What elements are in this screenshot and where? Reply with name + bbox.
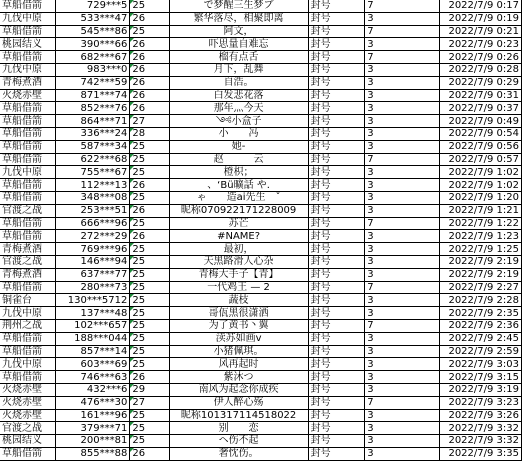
account-cell[interactable]: 130***5712: [56, 294, 130, 307]
nickname-cell[interactable]: 苏芒: [169, 217, 308, 230]
datetime-cell[interactable]: 2022/7/9 2:45: [439, 332, 522, 345]
table-row: [0, 268, 522, 281]
account-cell[interactable]: 112***13: [56, 179, 130, 192]
server-cell[interactable]: 官渡之战: [0, 422, 56, 435]
nickname-cell[interactable]: 南风为起念你成疾: [169, 383, 308, 396]
datetime-cell[interactable]: 2022/7/9 0:21: [439, 25, 522, 38]
table-row: [0, 319, 522, 332]
table-row: [0, 422, 522, 435]
datetime-cell[interactable]: 2022/7/9 0:17: [439, 0, 522, 12]
status-cell[interactable]: 封号: [308, 0, 365, 12]
status-cell[interactable]: 封号: [308, 358, 365, 371]
server-cell[interactable]: 草船借箭: [0, 153, 56, 166]
status-cell[interactable]: 封号: [308, 255, 365, 268]
status-cell[interactable]: 封号: [308, 371, 365, 384]
level-cell[interactable]: 27: [130, 115, 169, 128]
datetime-cell[interactable]: 2022/7/9 1:25: [439, 243, 522, 256]
datetime-cell[interactable]: 2022/7/9 3:35: [439, 447, 522, 460]
server-cell[interactable]: 青梅煮酒: [0, 76, 56, 89]
server-cell[interactable]: 草船借箭: [0, 447, 56, 460]
server-cell[interactable]: 草船借箭: [0, 179, 56, 192]
days-cell[interactable]: 7: [365, 25, 439, 38]
table-row: [0, 25, 522, 38]
account-cell[interactable]: 682***67: [56, 51, 130, 64]
level-cell[interactable]: 25: [130, 140, 169, 153]
status-cell[interactable]: 封号: [308, 332, 365, 345]
status-cell[interactable]: 封号: [308, 102, 365, 115]
table-row: [0, 447, 522, 460]
table-row: [0, 294, 522, 307]
datetime-cell[interactable]: 2022/7/9 3:26: [439, 409, 522, 422]
status-cell[interactable]: 封号: [308, 191, 365, 204]
nickname-cell[interactable]: 风再起时: [169, 358, 308, 371]
table-row: [0, 371, 522, 384]
account-cell[interactable]: 545***86: [56, 25, 130, 38]
server-cell[interactable]: 草船借箭: [0, 0, 56, 12]
status-cell[interactable]: 封号: [308, 204, 365, 217]
nickname-cell[interactable]: 阿文，: [169, 25, 308, 38]
level-cell[interactable]: 26: [130, 51, 169, 64]
datetime-cell[interactable]: 2022/7/9 1:23: [439, 230, 522, 243]
level-cell[interactable]: 26: [130, 447, 169, 460]
nickname-cell[interactable]: 哥佤黑很潇洒: [169, 307, 308, 320]
table-row: [0, 396, 522, 409]
datetime-cell[interactable]: 2022/7/9 2:19: [439, 268, 522, 281]
status-cell[interactable]: 封号: [308, 383, 365, 396]
days-cell[interactable]: 3: [365, 63, 439, 76]
table-row: [0, 179, 522, 192]
server-cell[interactable]: 火烧赤壁: [0, 409, 56, 422]
level-cell[interactable]: 25: [130, 307, 169, 320]
status-cell[interactable]: 封号: [308, 319, 365, 332]
datetime-cell[interactable]: 2022/7/9 0:31: [439, 89, 522, 102]
days-cell[interactable]: 3: [365, 383, 439, 396]
nickname-cell[interactable]: 吓思量自难忘: [169, 38, 308, 51]
level-cell[interactable]: 25: [130, 281, 169, 294]
server-cell[interactable]: 草船借箭: [0, 371, 56, 384]
server-cell[interactable]: 九伐中原: [0, 358, 56, 371]
table-row: [0, 383, 522, 396]
datetime-cell[interactable]: 2022/7/9 2:27: [439, 281, 522, 294]
days-cell[interactable]: 7: [365, 217, 439, 230]
server-cell[interactable]: 青梅煮酒: [0, 268, 56, 281]
days-cell[interactable]: 3: [365, 358, 439, 371]
status-cell[interactable]: 封号: [308, 89, 365, 102]
nickname-cell[interactable]: 那年灬今天: [169, 102, 308, 115]
status-cell[interactable]: 封号: [308, 217, 365, 230]
nickname-cell[interactable]: 赵 云: [169, 153, 308, 166]
nickname-cell[interactable]: #NAME?: [169, 230, 308, 243]
table-row: [0, 102, 522, 115]
table-row: [0, 51, 522, 64]
table-row: [0, 115, 522, 128]
status-cell[interactable]: 封号: [308, 409, 365, 422]
server-cell[interactable]: 九伐中原: [0, 307, 56, 320]
account-cell[interactable]: 200***81: [56, 435, 130, 448]
nickname-cell[interactable]: 一代鸡王 — 2: [169, 281, 308, 294]
days-cell[interactable]: 3: [365, 38, 439, 51]
account-cell[interactable]: 280***73: [56, 281, 130, 294]
datetime-cell[interactable]: 2022/7/9 0:54: [439, 127, 522, 140]
datetime-cell[interactable]: 2022/7/9 1:02: [439, 166, 522, 179]
datetime-cell[interactable]: 2022/7/9 1:02: [439, 179, 522, 192]
server-cell[interactable]: 草船借箭: [0, 332, 56, 345]
server-cell[interactable]: 草船借箭: [0, 25, 56, 38]
account-cell[interactable]: 746***63: [56, 371, 130, 384]
table-row: [0, 12, 522, 25]
datetime-cell[interactable]: 2022/7/9 0:49: [439, 115, 522, 128]
account-cell[interactable]: 379***71: [56, 422, 130, 435]
table-row: [0, 76, 522, 89]
days-cell[interactable]: 3: [365, 294, 439, 307]
datetime-cell[interactable]: 2022/7/9 3:32: [439, 435, 522, 448]
table-row: [0, 409, 522, 422]
datetime-cell[interactable]: 2022/7/9 3:32: [439, 422, 522, 435]
nickname-cell[interactable]: 紫沐つ: [169, 371, 308, 384]
status-cell[interactable]: 封号: [308, 396, 365, 409]
days-cell[interactable]: 3: [365, 268, 439, 281]
server-cell[interactable]: 青梅煮酒: [0, 243, 56, 256]
account-cell[interactable]: 864***71: [56, 115, 130, 128]
days-cell[interactable]: 3: [365, 76, 439, 89]
account-cell[interactable]: 146***94: [56, 255, 130, 268]
status-cell[interactable]: 封号: [308, 268, 365, 281]
datetime-cell[interactable]: 2022/7/9 0:57: [439, 153, 522, 166]
datetime-cell[interactable]: 2022/7/9 3:23: [439, 396, 522, 409]
datetime-cell[interactable]: 2022/7/9 3:03: [439, 358, 522, 371]
server-cell[interactable]: 桃园结义: [0, 435, 56, 448]
level-cell[interactable]: 25: [130, 243, 169, 256]
level-cell[interactable]: 26: [130, 179, 169, 192]
account-cell[interactable]: 476***30: [56, 396, 130, 409]
status-cell[interactable]: 封号: [308, 447, 365, 460]
status-cell[interactable]: 封号: [308, 38, 365, 51]
account-cell[interactable]: 253***51: [56, 204, 130, 217]
table-row: [0, 217, 522, 230]
datetime-cell[interactable]: 2022/7/9 2:59: [439, 345, 522, 358]
days-cell[interactable]: 7: [365, 319, 439, 332]
server-cell[interactable]: 火烧赤壁: [0, 383, 56, 396]
nickname-cell[interactable]: 昵称101317114518022: [169, 409, 308, 422]
account-cell[interactable]: 161***96: [56, 409, 130, 422]
table-row: [0, 191, 522, 204]
table-row: [0, 230, 522, 243]
account-cell[interactable]: 855***88: [56, 447, 130, 460]
server-cell[interactable]: 铜雀台: [0, 294, 56, 307]
account-cell[interactable]: 769***96: [56, 243, 130, 256]
status-cell[interactable]: 封号: [308, 25, 365, 38]
level-cell[interactable]: 26: [130, 63, 169, 76]
table-row: [0, 332, 522, 345]
days-cell[interactable]: 7: [365, 0, 439, 12]
days-cell[interactable]: 3: [365, 255, 439, 268]
table-row: [0, 255, 522, 268]
level-cell[interactable]: 25: [130, 217, 169, 230]
table-row: [0, 153, 522, 166]
days-cell[interactable]: 3: [365, 230, 439, 243]
level-cell[interactable]: 25: [130, 25, 169, 38]
account-cell[interactable]: 729***5: [56, 0, 130, 12]
level-cell[interactable]: 25: [130, 191, 169, 204]
datetime-cell[interactable]: 2022/7/9 0:26: [439, 51, 522, 64]
status-cell[interactable]: 封号: [308, 63, 365, 76]
nickname-cell[interactable]: 她-: [169, 140, 308, 153]
nickname-cell[interactable]: 橙枳；: [169, 166, 308, 179]
status-cell[interactable]: 封号: [308, 294, 365, 307]
datetime-cell[interactable]: 2022/7/9 1:20: [439, 191, 522, 204]
datetime-cell[interactable]: 2022/7/9 1:22: [439, 217, 522, 230]
server-cell[interactable]: 草船借箭: [0, 140, 56, 153]
table-row: [0, 345, 522, 358]
nickname-cell[interactable]: 小猪佩琪。: [169, 345, 308, 358]
days-cell[interactable]: 3: [365, 243, 439, 256]
status-cell[interactable]: 封号: [308, 127, 365, 140]
level-cell[interactable]: 28: [130, 127, 169, 140]
datetime-cell[interactable]: 2022/7/9 1:21: [439, 204, 522, 217]
level-cell[interactable]: 25: [130, 153, 169, 166]
datetime-cell[interactable]: 2022/7/9 2:19: [439, 255, 522, 268]
nickname-cell[interactable]: 月下，乱舞: [169, 63, 308, 76]
nickname-cell[interactable]: 榴有点舌: [169, 51, 308, 64]
status-cell[interactable]: 封号: [308, 243, 365, 256]
level-cell[interactable]: 25: [130, 166, 169, 179]
days-cell[interactable]: 3: [365, 204, 439, 217]
days-cell[interactable]: 7: [365, 281, 439, 294]
status-cell[interactable]: 封号: [308, 140, 365, 153]
level-cell[interactable]: 26: [130, 76, 169, 89]
server-cell[interactable]: 火烧赤壁: [0, 396, 56, 409]
level-cell[interactable]: 25: [130, 255, 169, 268]
server-cell[interactable]: 草船借箭: [0, 102, 56, 115]
nickname-cell[interactable]: 伊人醉心殇: [169, 396, 308, 409]
level-cell[interactable]: 26: [130, 204, 169, 217]
datetime-cell[interactable]: 2022/7/9 2:28: [439, 294, 522, 307]
status-cell[interactable]: 封号: [308, 12, 365, 25]
account-cell[interactable]: 983***0: [56, 63, 130, 76]
nickname-cell[interactable]: 白发悲花落: [169, 89, 308, 102]
server-cell[interactable]: 草船借箭: [0, 51, 56, 64]
days-cell[interactable]: 3: [365, 307, 439, 320]
status-cell[interactable]: 封号: [308, 422, 365, 435]
table-row: [0, 0, 522, 12]
nickname-cell[interactable]: 自浩。: [169, 76, 308, 89]
days-cell[interactable]: 3: [365, 127, 439, 140]
level-cell[interactable]: 25: [130, 422, 169, 435]
status-cell[interactable]: 封号: [308, 115, 365, 128]
nickname-cell[interactable]: 最初，: [169, 243, 308, 256]
datetime-cell[interactable]: 2022/7/9 2:35: [439, 307, 522, 320]
account-cell[interactable]: 637***77: [56, 268, 130, 281]
level-cell[interactable]: 25: [130, 358, 169, 371]
nickname-cell[interactable]: 小 冯: [169, 127, 308, 140]
server-cell[interactable]: 桃园结义: [0, 38, 56, 51]
server-cell[interactable]: 草船借箭: [0, 127, 56, 140]
table-row: [0, 140, 522, 153]
nickname-cell[interactable]: 渎苏如画ⅴ: [169, 332, 308, 345]
days-cell[interactable]: 3: [365, 115, 439, 128]
days-cell[interactable]: 3: [365, 345, 439, 358]
days-cell[interactable]: 3: [365, 409, 439, 422]
nickname-cell[interactable]: ༺小盒子: [169, 115, 308, 128]
table-row: [0, 63, 522, 76]
level-cell[interactable]: 26: [130, 89, 169, 102]
nickname-cell[interactable]: 别 恋: [169, 422, 308, 435]
days-cell[interactable]: 3: [365, 179, 439, 192]
nickname-cell[interactable]: 为了黄书丶翼: [169, 319, 308, 332]
server-cell[interactable]: 九伐中原: [0, 166, 56, 179]
status-cell[interactable]: 封号: [308, 281, 365, 294]
account-cell[interactable]: 336***24: [56, 127, 130, 140]
level-cell[interactable]: 26: [130, 371, 169, 384]
server-cell[interactable]: 草船借箭: [0, 281, 56, 294]
server-cell[interactable]: 荆州之战: [0, 319, 56, 332]
account-cell[interactable]: 852***76: [56, 102, 130, 115]
account-cell[interactable]: 587***34: [56, 140, 130, 153]
status-cell[interactable]: 封号: [308, 76, 365, 89]
account-cell[interactable]: 603***69: [56, 358, 130, 371]
server-cell[interactable]: 草船借箭: [0, 217, 56, 230]
status-cell[interactable]: 封号: [308, 435, 365, 448]
nickname-cell[interactable]: 蔬枝: [169, 294, 308, 307]
account-cell[interactable]: 348***08: [56, 191, 130, 204]
level-cell[interactable]: 26: [130, 102, 169, 115]
account-cell[interactable]: 871***74: [56, 89, 130, 102]
datetime-cell[interactable]: 2022/7/9 2:36: [439, 319, 522, 332]
level-cell[interactable]: 25: [130, 294, 169, 307]
datetime-cell[interactable]: 2022/7/9 0:19: [439, 12, 522, 25]
account-cell[interactable]: 272***29: [56, 230, 130, 243]
level-cell[interactable]: 25: [130, 332, 169, 345]
days-cell[interactable]: 3: [365, 447, 439, 460]
account-cell[interactable]: 102***657: [56, 319, 130, 332]
status-cell[interactable]: 封号: [308, 345, 365, 358]
status-cell[interactable]: 封号: [308, 166, 365, 179]
server-cell[interactable]: 官渡之战: [0, 204, 56, 217]
nickname-cell[interactable]: 奢忱伤。: [169, 447, 308, 460]
server-cell[interactable]: 草船借箭: [0, 191, 56, 204]
days-cell[interactable]: 3: [365, 422, 439, 435]
account-cell[interactable]: 742***59: [56, 76, 130, 89]
status-cell[interactable]: 封号: [308, 51, 365, 64]
days-cell[interactable]: 3: [365, 191, 439, 204]
table-row: [0, 435, 522, 448]
level-cell[interactable]: 27: [130, 396, 169, 409]
table-row: [0, 38, 522, 51]
level-cell[interactable]: 25: [130, 345, 169, 358]
status-cell[interactable]: 封号: [308, 153, 365, 166]
nickname-cell[interactable]: で梦醒三生梦ブ: [169, 0, 308, 12]
days-cell[interactable]: 3: [365, 435, 439, 448]
account-cell[interactable]: 857***14: [56, 345, 130, 358]
days-cell[interactable]: 3: [365, 89, 439, 102]
table-row: [0, 358, 522, 371]
days-cell[interactable]: 3: [365, 140, 439, 153]
datetime-cell[interactable]: 2022/7/9 0:23: [439, 38, 522, 51]
days-cell[interactable]: 7: [365, 51, 439, 64]
nickname-cell[interactable]: 天黑路滑人心杂: [169, 255, 308, 268]
nickname-cell[interactable]: 青梅大手子【青】: [169, 268, 308, 281]
level-cell[interactable]: 26: [130, 38, 169, 51]
datetime-cell[interactable]: 2022/7/9 0:37: [439, 102, 522, 115]
level-cell[interactable]: 29: [130, 383, 169, 396]
nickname-cell[interactable]: ゃ 造ai先生 ˇ: [169, 191, 308, 204]
server-cell[interactable]: 官渡之战: [0, 255, 56, 268]
table-row: [0, 243, 522, 256]
status-cell[interactable]: 封号: [308, 230, 365, 243]
table-row: [0, 204, 522, 217]
nickname-cell[interactable]: 繁华落尽，相聚即离: [169, 12, 308, 25]
level-cell[interactable]: 25: [130, 268, 169, 281]
days-cell[interactable]: 3: [365, 166, 439, 179]
datetime-cell[interactable]: 2022/7/9 0:28: [439, 63, 522, 76]
account-cell[interactable]: 666***96: [56, 217, 130, 230]
nickname-cell[interactable]: ヘ伤不起: [169, 435, 308, 448]
table-row: [0, 307, 522, 320]
nickname-cell[interactable]: 、‘Bü曠話 や.: [169, 179, 308, 192]
nickname-cell[interactable]: 昵称070922171228009: [169, 204, 308, 217]
level-cell[interactable]: 25: [130, 0, 169, 12]
account-cell[interactable]: 432***6: [56, 383, 130, 396]
account-cell[interactable]: 755***67: [56, 166, 130, 179]
account-cell[interactable]: 137***48: [56, 307, 130, 320]
days-cell[interactable]: 3: [365, 102, 439, 115]
datetime-cell[interactable]: 2022/7/9 3:19: [439, 383, 522, 396]
account-cell[interactable]: 533***47: [56, 12, 130, 25]
days-cell[interactable]: 3: [365, 12, 439, 25]
days-cell[interactable]: 7: [365, 153, 439, 166]
days-cell[interactable]: 7: [365, 396, 439, 409]
account-cell[interactable]: 622***68: [56, 153, 130, 166]
level-cell[interactable]: 25: [130, 319, 169, 332]
level-cell[interactable]: 25: [130, 435, 169, 448]
datetime-cell[interactable]: 2022/7/9 0:56: [439, 140, 522, 153]
server-cell[interactable]: 九伐中原: [0, 12, 56, 25]
account-cell[interactable]: 188***044: [56, 332, 130, 345]
table-row: [0, 281, 522, 294]
table-row: [0, 127, 522, 140]
level-cell[interactable]: 26: [130, 12, 169, 25]
datetime-cell[interactable]: 2022/7/9 0:29: [439, 76, 522, 89]
days-cell[interactable]: 3: [365, 371, 439, 384]
server-cell[interactable]: 草船借箭: [0, 115, 56, 128]
server-cell[interactable]: 草船借箭: [0, 345, 56, 358]
account-cell[interactable]: 390***66: [56, 38, 130, 51]
level-cell[interactable]: 25: [130, 409, 169, 422]
server-cell[interactable]: 火烧赤壁: [0, 89, 56, 102]
level-cell[interactable]: 26: [130, 230, 169, 243]
status-cell[interactable]: 封号: [308, 307, 365, 320]
server-cell[interactable]: 草船借箭: [0, 230, 56, 243]
status-cell[interactable]: 封号: [308, 179, 365, 192]
server-cell[interactable]: 九伐中原: [0, 63, 56, 76]
table-row: [0, 89, 522, 102]
days-cell[interactable]: 3: [365, 332, 439, 345]
table-row: [0, 166, 522, 179]
datetime-cell[interactable]: 2022/7/9 3:15: [439, 371, 522, 384]
